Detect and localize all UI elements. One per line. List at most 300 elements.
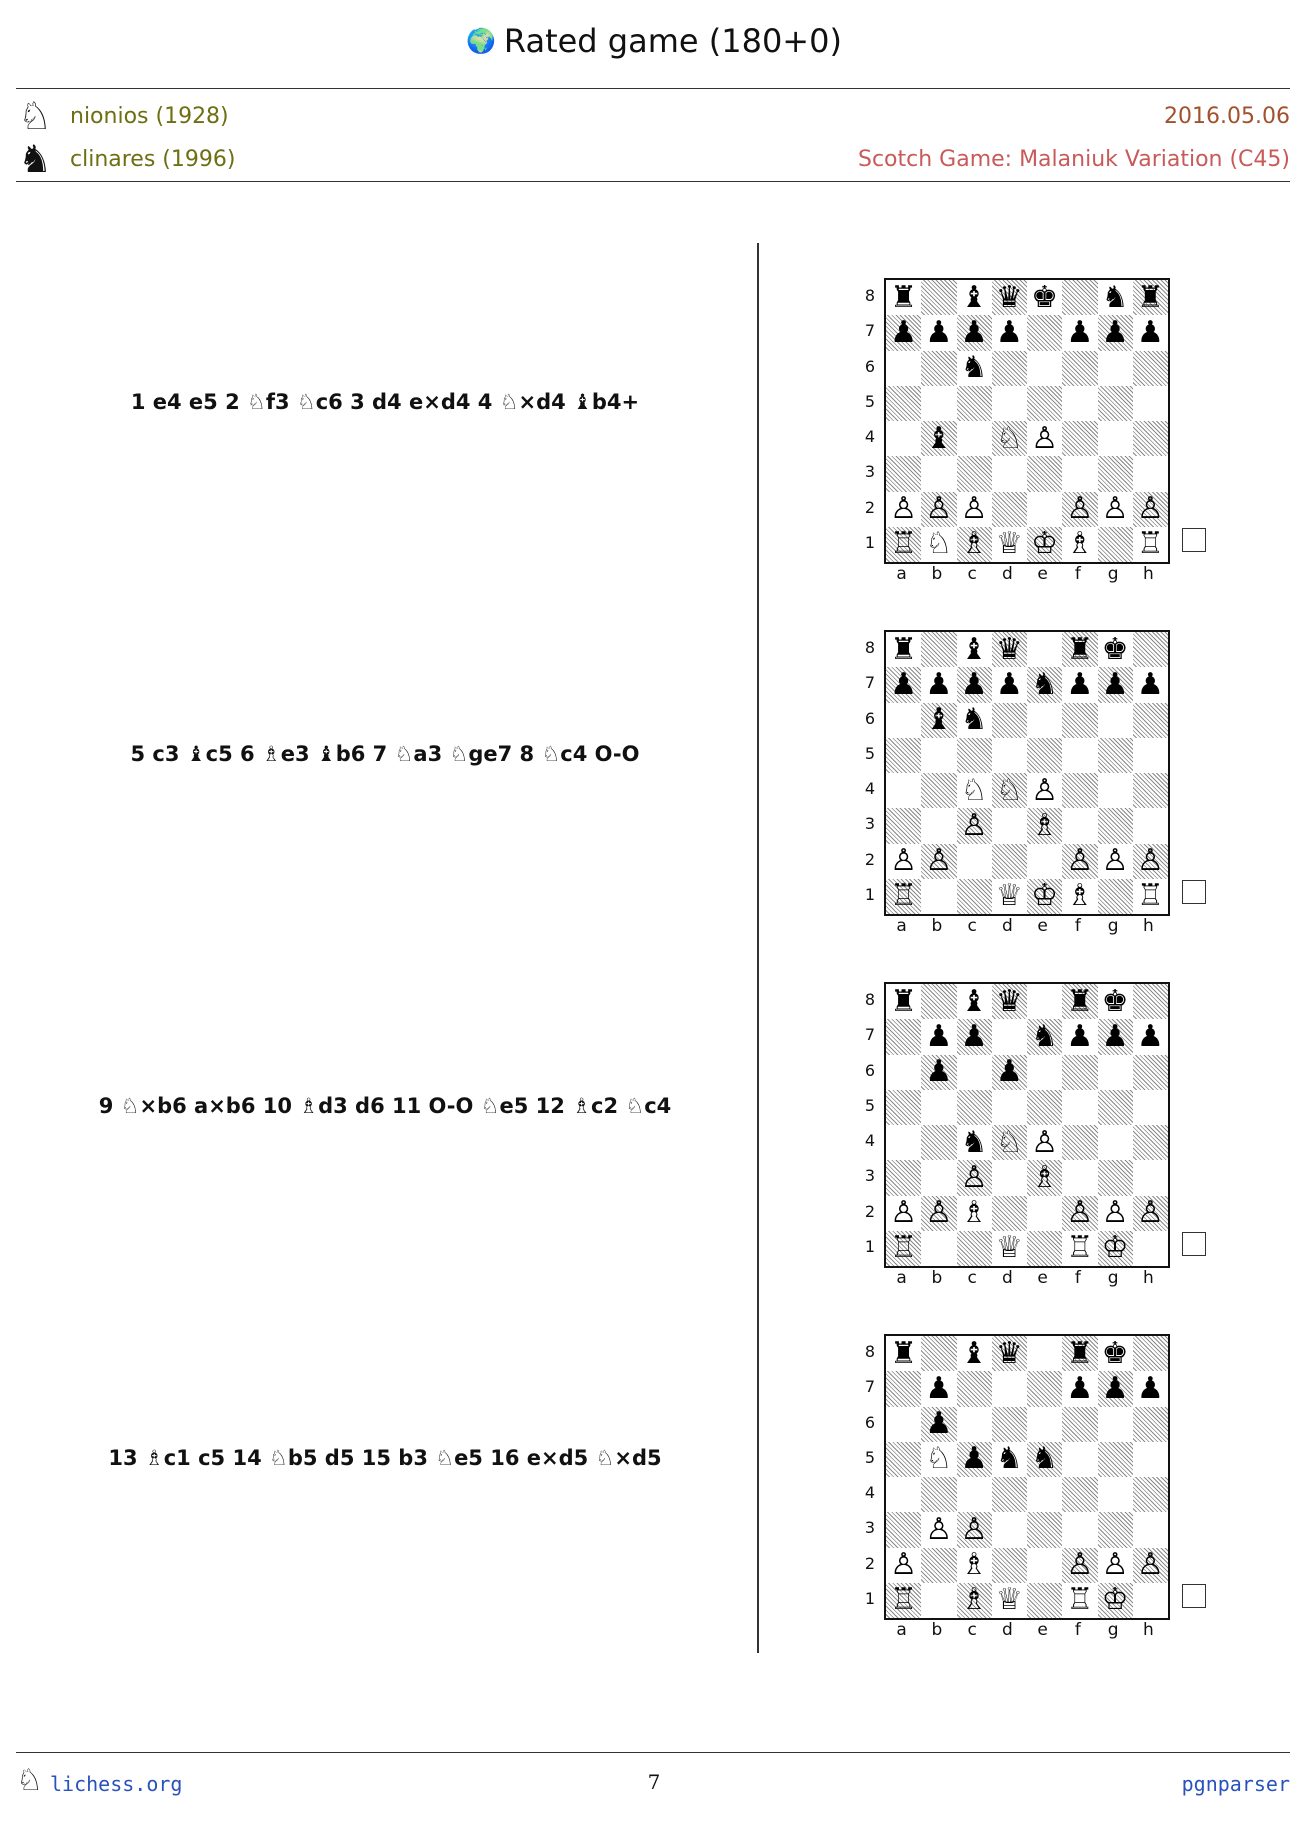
board-square bbox=[992, 351, 1027, 386]
board-square: ♙ bbox=[1133, 844, 1168, 879]
lichess-link[interactable]: lichess.org bbox=[50, 1772, 183, 1796]
rank-label: 2 bbox=[864, 849, 876, 869]
board-square: ♙ bbox=[1062, 1548, 1097, 1583]
board-square: ♟ bbox=[1098, 1019, 1133, 1054]
board-square bbox=[886, 1512, 921, 1547]
board-square bbox=[1098, 1160, 1133, 1195]
board-square bbox=[1098, 1125, 1133, 1160]
rank-label: 8 bbox=[864, 286, 876, 305]
rank-label: 3 bbox=[864, 814, 876, 834]
board-square bbox=[957, 879, 992, 914]
board-square: ♖ bbox=[1066, 1230, 1094, 1266]
rank-label: 1 bbox=[864, 884, 876, 904]
board-square: ♘ bbox=[992, 421, 1027, 456]
board-square bbox=[992, 844, 1027, 879]
board-square: ♔ bbox=[1027, 527, 1062, 562]
board-square bbox=[921, 1090, 956, 1125]
board-square: ♘ bbox=[992, 773, 1027, 808]
board-square bbox=[957, 1090, 992, 1125]
board-square bbox=[1062, 1125, 1097, 1160]
footer-rule bbox=[16, 1752, 1290, 1753]
board-square bbox=[921, 456, 956, 491]
board-square: ♟ bbox=[1136, 1018, 1164, 1054]
board-square bbox=[1062, 1055, 1097, 1090]
rank-label: 7 bbox=[864, 321, 876, 341]
rank-label: 4 bbox=[864, 427, 876, 446]
file-label: a bbox=[896, 564, 907, 584]
board-square: ♖ bbox=[886, 1231, 921, 1266]
rank-label: 5 bbox=[864, 391, 876, 411]
board-square: ♜ bbox=[890, 1335, 918, 1371]
rank-label: 2 bbox=[864, 497, 876, 517]
board-square bbox=[1098, 1512, 1133, 1547]
board-square bbox=[992, 808, 1027, 843]
board-square bbox=[957, 1055, 992, 1090]
file-labels bbox=[884, 1620, 1166, 1640]
board-square bbox=[1027, 632, 1062, 667]
board-square: ♔ bbox=[1027, 879, 1062, 914]
board-square: ♟ bbox=[921, 1407, 956, 1442]
board-square: ♙ bbox=[890, 1547, 918, 1583]
file-label: b bbox=[931, 1620, 943, 1640]
board-square: ♙ bbox=[1101, 1195, 1129, 1231]
board-square: ♖ bbox=[1066, 1582, 1094, 1618]
board-square bbox=[921, 386, 956, 421]
board-square: ♙ bbox=[1101, 1547, 1129, 1583]
board-square bbox=[886, 1442, 921, 1477]
board-square: ♟ bbox=[992, 1055, 1027, 1090]
rank-labels bbox=[860, 630, 880, 912]
board-square bbox=[957, 456, 992, 491]
board-square bbox=[886, 1371, 921, 1406]
board-square bbox=[921, 1477, 956, 1512]
diagram-checkbox[interactable] bbox=[1182, 880, 1206, 904]
file-label: a bbox=[896, 916, 907, 936]
board-square bbox=[992, 738, 1027, 773]
rank-label: 1 bbox=[864, 532, 876, 552]
board-square bbox=[1027, 1512, 1062, 1547]
rank-label: 3 bbox=[864, 1166, 876, 1186]
board-square bbox=[957, 1231, 992, 1266]
board-square: ♟ bbox=[1136, 314, 1164, 350]
board-square: ♞ bbox=[1027, 667, 1062, 702]
rank-labels bbox=[860, 1334, 880, 1616]
board-square bbox=[921, 1160, 956, 1195]
board-square bbox=[1027, 351, 1062, 386]
board-square bbox=[992, 386, 1027, 421]
board-square: ♞ bbox=[1027, 1442, 1062, 1477]
board-square: ♟ bbox=[1066, 1370, 1094, 1406]
board-square bbox=[1133, 1125, 1168, 1160]
file-label: g bbox=[1107, 564, 1119, 584]
board-square: ♟ bbox=[925, 1370, 953, 1406]
opening-name: Scotch Game: Malaniuk Variation (C45) bbox=[858, 147, 1290, 172]
file-label: c bbox=[967, 564, 977, 584]
file-labels bbox=[884, 916, 1166, 936]
board-square: ♜ bbox=[1062, 984, 1097, 1019]
board-square bbox=[1133, 632, 1168, 667]
board-square: ♚ bbox=[1101, 631, 1129, 667]
board-square: ♚ bbox=[1031, 279, 1059, 315]
board-square: ♗ bbox=[957, 527, 992, 562]
board-square: ♛ bbox=[992, 984, 1027, 1019]
board-square bbox=[1133, 1160, 1168, 1195]
white-knight-icon: ♘ bbox=[18, 94, 53, 138]
board-square bbox=[1062, 1090, 1097, 1125]
board-square bbox=[1027, 1477, 1062, 1512]
file-label: f bbox=[1074, 1268, 1081, 1288]
chess-diagram bbox=[860, 612, 1180, 942]
board-square bbox=[1098, 879, 1133, 914]
board-square bbox=[992, 492, 1027, 527]
chess-board bbox=[884, 982, 1170, 1268]
board-square bbox=[1098, 808, 1133, 843]
board-square bbox=[1062, 351, 1097, 386]
rank-label: 4 bbox=[864, 1483, 876, 1502]
board-square bbox=[1098, 351, 1133, 386]
board-square: ♜ bbox=[890, 631, 918, 667]
board-square bbox=[1098, 386, 1133, 421]
board-square bbox=[1062, 1407, 1097, 1442]
black-player bbox=[18, 139, 235, 179]
chess-diagram bbox=[860, 1316, 1180, 1646]
board-square bbox=[921, 984, 956, 1019]
board-square bbox=[1133, 1512, 1168, 1547]
board-square: ♙ bbox=[1031, 420, 1059, 456]
board-square: ♝ bbox=[921, 421, 956, 456]
board-square: ♟ bbox=[957, 1019, 992, 1054]
board-square: ♙ bbox=[957, 1512, 992, 1547]
file-label: g bbox=[1107, 916, 1119, 936]
lichess-logo-icon: ♘ bbox=[16, 1763, 43, 1798]
board-square: ♟ bbox=[925, 314, 953, 350]
file-label: e bbox=[1037, 916, 1048, 936]
game-date: 2016.05.06 bbox=[1164, 104, 1290, 129]
file-label: b bbox=[931, 564, 943, 584]
board-square bbox=[992, 1407, 1027, 1442]
column-divider bbox=[757, 243, 759, 1653]
board-square: ♜ bbox=[890, 983, 918, 1019]
board-square: ♖ bbox=[886, 1583, 921, 1618]
board-square bbox=[1133, 1407, 1168, 1442]
board-square bbox=[957, 421, 992, 456]
board-square: ♖ bbox=[886, 879, 921, 914]
board-square: ♘ bbox=[925, 1441, 953, 1477]
board-square: ♞ bbox=[1027, 1019, 1062, 1054]
board-square bbox=[1133, 456, 1168, 491]
file-label: d bbox=[1001, 1268, 1013, 1288]
board-square bbox=[1027, 1055, 1062, 1090]
board-square bbox=[886, 703, 921, 738]
board-square bbox=[1027, 1090, 1062, 1125]
board-square bbox=[886, 738, 921, 773]
rank-label: 7 bbox=[864, 1025, 876, 1045]
board-square bbox=[1133, 773, 1168, 808]
board-square bbox=[1133, 984, 1168, 1019]
board-square bbox=[992, 1548, 1027, 1583]
rank-label: 8 bbox=[864, 638, 876, 657]
rank-label: 7 bbox=[864, 673, 876, 693]
board-square bbox=[921, 1548, 956, 1583]
board-square: ♙ bbox=[890, 1195, 918, 1231]
page-title bbox=[0, 22, 1308, 60]
board-square: ♜ bbox=[1062, 632, 1097, 667]
board-square: ♟ bbox=[1136, 1370, 1164, 1406]
board-square bbox=[1062, 280, 1097, 315]
header-bottom-rule bbox=[16, 181, 1290, 182]
board-square bbox=[1133, 703, 1168, 738]
board-square: ♝ bbox=[960, 631, 988, 667]
board-square bbox=[1098, 1477, 1133, 1512]
black-player-name[interactable]: clinares (1996) bbox=[70, 146, 236, 172]
board-square: ♙ bbox=[960, 491, 988, 527]
board-square bbox=[1062, 1512, 1097, 1547]
board-square bbox=[1098, 421, 1133, 456]
board-square bbox=[886, 1125, 921, 1160]
board-square: ♙ bbox=[925, 1511, 953, 1547]
board-square: ♝ bbox=[921, 703, 956, 738]
board-square: ♙ bbox=[957, 808, 992, 843]
chess-diagram bbox=[860, 964, 1180, 1294]
board-square bbox=[957, 1371, 992, 1406]
globe-icon: 🌍 bbox=[466, 27, 496, 55]
board-square bbox=[1098, 738, 1133, 773]
file-label: d bbox=[1001, 564, 1013, 584]
board-square bbox=[1062, 386, 1097, 421]
board-square bbox=[1133, 808, 1168, 843]
board-square: ♗ bbox=[1066, 878, 1094, 914]
board-square: ♟ bbox=[957, 667, 992, 702]
board-square bbox=[921, 1583, 956, 1618]
board-square bbox=[1027, 1371, 1062, 1406]
board-square: ♛ bbox=[992, 632, 1027, 667]
board-square bbox=[1098, 1442, 1133, 1477]
file-label: h bbox=[1142, 916, 1154, 936]
rank-label: 6 bbox=[864, 1412, 876, 1432]
board-square: ♕ bbox=[995, 878, 1023, 914]
move-list: 9 ♘×b6 a×b6 10 ♗d3 d6 11 O-O ♘e5 12 ♗c2 ♘c4 bbox=[98, 1094, 672, 1118]
rank-label: 5 bbox=[864, 1447, 876, 1467]
board-square bbox=[1133, 1055, 1168, 1090]
board-square bbox=[921, 280, 956, 315]
game-title: Rated game (180+0) bbox=[503, 22, 842, 60]
board-square bbox=[921, 738, 956, 773]
board-square: ♟ bbox=[886, 315, 921, 350]
board-square bbox=[1133, 1090, 1168, 1125]
rank-label: 4 bbox=[864, 779, 876, 798]
board-square: ♜ bbox=[1133, 280, 1168, 315]
board-square bbox=[1027, 1407, 1062, 1442]
board-square bbox=[1027, 738, 1062, 773]
rank-label: 6 bbox=[864, 356, 876, 376]
board-square: ♙ bbox=[890, 491, 918, 527]
rank-label: 2 bbox=[864, 1553, 876, 1573]
board-square: ♙ bbox=[921, 492, 956, 527]
board-square bbox=[886, 1477, 921, 1512]
file-label: a bbox=[896, 1268, 907, 1288]
diagram-checkbox[interactable] bbox=[1182, 1584, 1206, 1608]
file-labels bbox=[884, 1268, 1166, 1288]
file-label: f bbox=[1074, 564, 1081, 584]
board-square: ♛ bbox=[992, 1336, 1027, 1371]
board-square: ♟ bbox=[1098, 667, 1133, 702]
board-square: ♞ bbox=[960, 1124, 988, 1160]
file-label: g bbox=[1107, 1268, 1119, 1288]
board-square bbox=[886, 421, 921, 456]
page-number: 7 bbox=[647, 1770, 661, 1794]
board-square bbox=[1062, 1160, 1097, 1195]
board-square: ♞ bbox=[1101, 279, 1129, 315]
board-square bbox=[886, 386, 921, 421]
board-square: ♝ bbox=[960, 1335, 988, 1371]
board-square: ♖ bbox=[886, 527, 921, 562]
diagram-checkbox[interactable] bbox=[1182, 528, 1206, 552]
file-label: h bbox=[1142, 1620, 1154, 1640]
board-square bbox=[886, 351, 921, 386]
board-square: ♙ bbox=[1101, 491, 1129, 527]
board-square bbox=[1027, 492, 1062, 527]
file-label: b bbox=[931, 916, 943, 936]
board-square bbox=[921, 773, 956, 808]
board-square bbox=[921, 632, 956, 667]
white-player bbox=[18, 96, 229, 136]
board-square: ♞ bbox=[960, 350, 988, 386]
board-square bbox=[992, 1477, 1027, 1512]
file-label: e bbox=[1037, 564, 1048, 584]
board-square: ♖ bbox=[1136, 878, 1164, 914]
board-square bbox=[1062, 738, 1097, 773]
board-square: ♟ bbox=[1098, 315, 1133, 350]
file-label: c bbox=[967, 1268, 977, 1288]
board-square bbox=[886, 456, 921, 491]
board-square bbox=[921, 879, 956, 914]
diagram-checkbox[interactable] bbox=[1182, 1232, 1206, 1256]
board-square: ♗ bbox=[1027, 808, 1062, 843]
rank-label: 4 bbox=[864, 1131, 876, 1150]
board-square: ♟ bbox=[957, 315, 992, 350]
board-square bbox=[886, 773, 921, 808]
move-list: 1 e4 e5 2 ♘f3 ♘c6 3 d4 e×d4 4 ♘×d4 ♝b4+ bbox=[130, 390, 640, 414]
board-square: ♟ bbox=[1098, 1371, 1133, 1406]
chess-board bbox=[884, 1334, 1170, 1620]
file-label: c bbox=[967, 1620, 977, 1640]
board-square bbox=[1027, 703, 1062, 738]
board-square: ♔ bbox=[1098, 1583, 1133, 1618]
chess-diagram bbox=[860, 260, 1180, 590]
board-square bbox=[921, 808, 956, 843]
board-square bbox=[1098, 703, 1133, 738]
board-square bbox=[992, 456, 1027, 491]
board-square: ♙ bbox=[1031, 1124, 1059, 1160]
pgnparser-link[interactable]: pgnparser bbox=[1181, 1772, 1290, 1796]
rank-label: 1 bbox=[864, 1588, 876, 1608]
board-square bbox=[921, 1231, 956, 1266]
board-square bbox=[1133, 386, 1168, 421]
board-square bbox=[1062, 1477, 1097, 1512]
board-square bbox=[921, 351, 956, 386]
board-square bbox=[1062, 421, 1097, 456]
board-square bbox=[1062, 456, 1097, 491]
board-square: ♟ bbox=[957, 1442, 992, 1477]
file-label: e bbox=[1037, 1620, 1048, 1640]
board-square: ♖ bbox=[1136, 526, 1164, 562]
board-square: ♙ bbox=[921, 844, 956, 879]
move-list: 13 ♗c1 c5 14 ♘b5 d5 15 b3 ♘e5 16 e×d5 ♘×d5 bbox=[108, 1446, 662, 1470]
board-square bbox=[1133, 738, 1168, 773]
rank-label: 3 bbox=[864, 1518, 876, 1538]
board-square bbox=[1133, 1477, 1168, 1512]
board-square bbox=[1133, 421, 1168, 456]
board-square bbox=[886, 1019, 921, 1054]
board-square: ♕ bbox=[995, 1230, 1023, 1266]
white-player-name[interactable]: nionios (1928) bbox=[70, 103, 229, 129]
board-square: ♟ bbox=[995, 314, 1023, 350]
board-square bbox=[1098, 1407, 1133, 1442]
chess-board bbox=[884, 630, 1170, 916]
file-label: a bbox=[896, 1620, 907, 1640]
board-square: ♞ bbox=[960, 702, 988, 738]
board-square bbox=[1027, 844, 1062, 879]
rank-label: 2 bbox=[864, 1201, 876, 1221]
board-square: ♔ bbox=[1098, 1231, 1133, 1266]
board-square: ♙ bbox=[921, 1196, 956, 1231]
board-square bbox=[886, 1090, 921, 1125]
board-square bbox=[1133, 1231, 1168, 1266]
board-square: ♟ bbox=[886, 667, 921, 702]
board-square: ♙ bbox=[1031, 772, 1059, 808]
board-square bbox=[1027, 315, 1062, 350]
rank-label: 6 bbox=[864, 708, 876, 728]
file-label: h bbox=[1142, 1268, 1154, 1288]
board-square: ♙ bbox=[1101, 843, 1129, 879]
board-square: ♞ bbox=[995, 1441, 1023, 1477]
board-square bbox=[957, 1477, 992, 1512]
board-square bbox=[1027, 1231, 1062, 1266]
board-square bbox=[992, 1196, 1027, 1231]
board-square bbox=[1027, 386, 1062, 421]
board-square: ♟ bbox=[921, 1055, 956, 1090]
board-square: ♜ bbox=[890, 279, 918, 315]
header-top-rule bbox=[16, 88, 1290, 89]
board-square bbox=[957, 1407, 992, 1442]
board-square bbox=[1027, 1196, 1062, 1231]
board-square: ♙ bbox=[1133, 1196, 1168, 1231]
board-square: ♙ bbox=[957, 1160, 992, 1195]
move-list: 5 c3 ♝c5 6 ♗e3 ♝b6 7 ♘a3 ♘ge7 8 ♘c4 O-O bbox=[130, 742, 640, 766]
board-square: ♗ bbox=[1066, 526, 1094, 562]
rank-label: 1 bbox=[864, 1236, 876, 1256]
board-square: ♝ bbox=[960, 983, 988, 1019]
rank-label: 3 bbox=[864, 462, 876, 482]
board-square bbox=[886, 1055, 921, 1090]
file-label: c bbox=[967, 916, 977, 936]
board-square: ♟ bbox=[995, 666, 1023, 702]
board-square bbox=[957, 844, 992, 879]
board-square bbox=[1133, 351, 1168, 386]
file-label: f bbox=[1074, 1620, 1081, 1640]
board-square: ♙ bbox=[1062, 492, 1097, 527]
file-label: d bbox=[1001, 1620, 1013, 1640]
board-square bbox=[1133, 1583, 1168, 1618]
board-square bbox=[992, 1019, 1027, 1054]
board-square bbox=[1027, 1336, 1062, 1371]
board-square bbox=[957, 386, 992, 421]
board-square bbox=[1098, 527, 1133, 562]
board-square bbox=[1098, 1055, 1133, 1090]
board-square bbox=[992, 703, 1027, 738]
board-square bbox=[992, 1371, 1027, 1406]
board-square bbox=[1133, 1336, 1168, 1371]
